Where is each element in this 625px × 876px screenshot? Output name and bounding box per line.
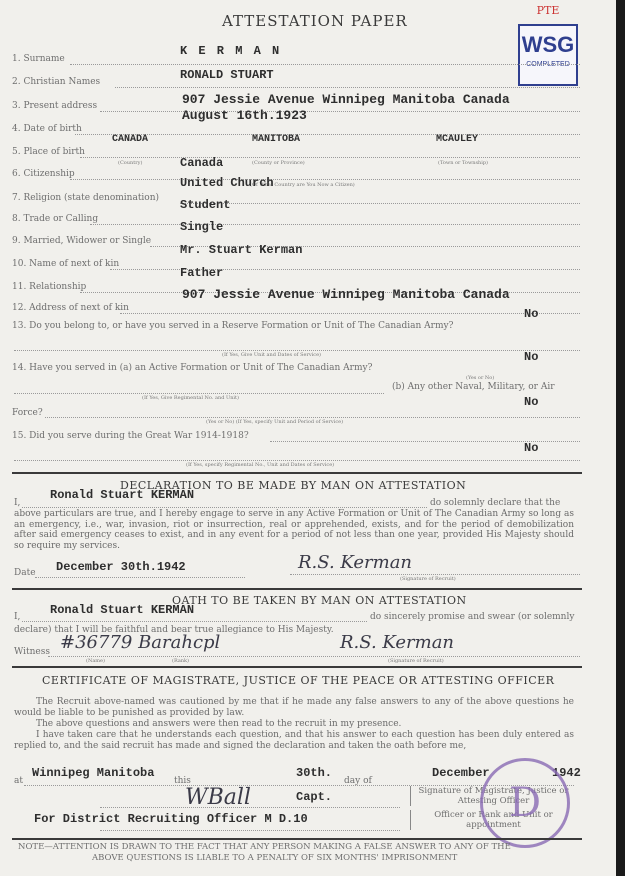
- q14b-hint: (If Yes, Give Regimental No. and Unit): [142, 395, 239, 401]
- marital-status-value: Single: [180, 220, 224, 234]
- present-address-value: 907 Jessie Avenue Winnipeg Manitoba Canada: [182, 92, 510, 107]
- field-label: 8. Trade or Calling: [12, 214, 99, 224]
- oath-prefix: I,: [14, 612, 21, 622]
- field-label: 5. Place of birth: [12, 147, 85, 157]
- q15-hint: (If Yes, specify Regimental No., Unit and Dates of Service): [186, 462, 335, 468]
- town-hint: (Town or Township): [438, 160, 488, 166]
- certificate-month: December: [432, 766, 490, 780]
- page-title: ATTESTATION PAPER: [222, 12, 408, 30]
- officer-unit: For District Recruiting Officer M D.10: [34, 812, 308, 826]
- witness-signature: #36779 Barahcpl: [60, 632, 221, 653]
- witness-label: Witness: [14, 647, 50, 657]
- rank-label: Officer or Rank and Unit or appointment: [410, 810, 576, 830]
- note-line-2: ABOVE QUESTIONS IS LIABLE TO A PENALTY OF SIX MONTHS' IMPRISONMENT: [92, 853, 458, 863]
- country-hint: (Country): [118, 160, 143, 166]
- completed-stamp: [518, 4, 578, 86]
- divider: [12, 472, 582, 474]
- stamp-code: WSG: [521, 32, 575, 57]
- oath-recruit-signature: R.S. Kerman: [340, 632, 455, 653]
- oath-tail: do sincerely promise and swear (or solemnly: [370, 612, 575, 622]
- birth-town-value: MCAULEY: [436, 134, 479, 145]
- q14b-answer: No: [524, 395, 539, 409]
- q14a-answer: No: [524, 350, 539, 364]
- next-of-kin-address-value: 907 Jessie Avenue Winnipeg Manitoba Canada: [182, 287, 510, 302]
- officer-signature: WBall: [185, 785, 251, 810]
- declaration-heading: DECLARATION TO BE MADE BY MAN ON ATTESTATION: [120, 479, 467, 492]
- certificate-p1: The Recruit above-named was cautioned by me that if he made any false answers to any of the above questions he would be liable to be punished as provided by law.: [14, 697, 574, 718]
- q13-label: 13. Do you belong to, or have you served in a Reserve Formation or Unit of The Canadian Army?: [12, 321, 454, 331]
- oath-signature-hint: (Signature of Recruit): [388, 658, 444, 664]
- citizenship-hint: (Of What Country are You Now a Citizen): [250, 182, 355, 188]
- declaration-tail: do solemnly declare that the: [430, 498, 561, 508]
- rank-hint: (Rank): [172, 658, 190, 664]
- county-hint: (County or Province): [252, 160, 305, 166]
- oath-name: Ronald Stuart KERMAN: [50, 603, 195, 617]
- field-label: 6. Citizenship: [12, 169, 75, 179]
- field-label: 10. Name of next of kin: [12, 259, 120, 269]
- q14b-label2: Force?: [12, 408, 43, 418]
- declaration-name: Ronald Stuart KERMAN: [50, 488, 195, 502]
- q13-answer: No: [524, 307, 539, 321]
- q14a-label: 14. Have you served in (a) an Active Formation or Unit of The Canadian Army?: [12, 363, 373, 373]
- birth-country-value: CANADA: [112, 134, 149, 145]
- declaration-prefix: I,: [14, 498, 21, 508]
- field-label: 11. Relationship: [12, 282, 87, 292]
- q14b-hint2: (Yes or No) (If Yes, specify Unit and Period of Service): [206, 419, 344, 425]
- signature-label: Signature of Magistrate, Justice or Attesting Officer: [410, 786, 576, 806]
- day-of-label: day of: [344, 776, 372, 786]
- this-label: this: [174, 776, 191, 786]
- stamp-status: COMPLETED: [526, 61, 570, 68]
- at-label: at: [14, 776, 23, 786]
- recruit-signature: R.S. Kerman: [298, 552, 413, 573]
- divider: [12, 666, 582, 668]
- oath-heading: OATH TO BE TAKEN BY MAN ON ATTESTATION: [172, 594, 467, 607]
- name-hint: (Name): [86, 658, 105, 664]
- field-label: 4. Date of birth: [12, 124, 82, 134]
- q15-label: 15. Did you serve during the Great War 1914-1918?: [12, 431, 249, 441]
- q13-hint: (If Yes, Give Unit and Dates of Service): [222, 352, 321, 358]
- certificate-p3: I have taken care that he understands each question, and that his answer to each question has been duly entered as replied to, and the said recruit has made and signed the declaration and taken the oath before me,: [14, 730, 574, 751]
- certificate-p2: The above questions and answers were then read to the recruit in my presence.: [36, 719, 402, 729]
- date-of-birth-value: August 16th.1923: [182, 108, 307, 123]
- date-label: Date: [14, 568, 36, 578]
- q14b-label: (b) Any other Naval, Military, or Air: [392, 382, 555, 392]
- q15-answer: No: [524, 441, 539, 455]
- declaration-date: December 30th.1942: [56, 560, 186, 574]
- note-line-1: NOTE—ATTENTION IS DRAWN TO THE FACT THAT ANY PERSON MAKING A FALSE ANSWER TO ANY OF THE: [18, 842, 511, 852]
- field-label: 1. Surname: [12, 54, 65, 64]
- oath-text: declare) that I will be faithful and bear true allegiance to His Majesty.: [14, 625, 334, 635]
- citizenship-value: Canada: [180, 156, 224, 170]
- certificate-place: Winnipeg Manitoba: [32, 766, 155, 780]
- field-label: 3. Present address: [12, 101, 98, 111]
- certificate-heading: CERTIFICATE OF MAGISTRATE, JUSTICE OF THE PEACE OR ATTESTING OFFICER: [42, 674, 555, 687]
- official-seal-stamp: D: [480, 758, 570, 848]
- rank-stamp: PTE: [536, 4, 560, 17]
- religion-value: United Church: [180, 176, 274, 190]
- certificate-year: 1942: [552, 766, 581, 780]
- declaration-text: above particulars are true, and I hereby engage to serve in any Active Formation or Unit of The Canadian Army so long as an emergency, i.e., war, invasion, riot or insurrection, real or apprehended, exists, and for the period of demobilization after said emergency ceases to exist, and in any event for a period of not less than one year, provided His Majesty should so require my services.: [14, 509, 574, 551]
- signature-hint: (Signature of Recruit): [400, 576, 456, 582]
- scan-edge: [616, 0, 625, 876]
- christian-names-value: RONALD STUART: [180, 68, 274, 82]
- field-label: 12. Address of next of kin: [12, 303, 129, 313]
- field-label: 2. Christian Names: [12, 77, 101, 87]
- divider: [12, 588, 582, 590]
- divider: [12, 838, 582, 840]
- trade-value: Student: [180, 198, 231, 212]
- field-label: 7. Religion (state denomination): [12, 193, 160, 203]
- officer-rank: Capt.: [296, 790, 333, 804]
- surname-value: K E R M A N: [180, 44, 282, 58]
- relationship-value: Father: [180, 266, 224, 280]
- q14a-hint: (Yes or No): [466, 375, 495, 381]
- certificate-day: 30th.: [296, 766, 333, 780]
- birth-county-value: MANITOBA: [252, 134, 301, 145]
- next-of-kin-value: Mr. Stuart Kerman: [180, 243, 303, 257]
- field-label: 9. Married, Widower or Single: [12, 236, 152, 246]
